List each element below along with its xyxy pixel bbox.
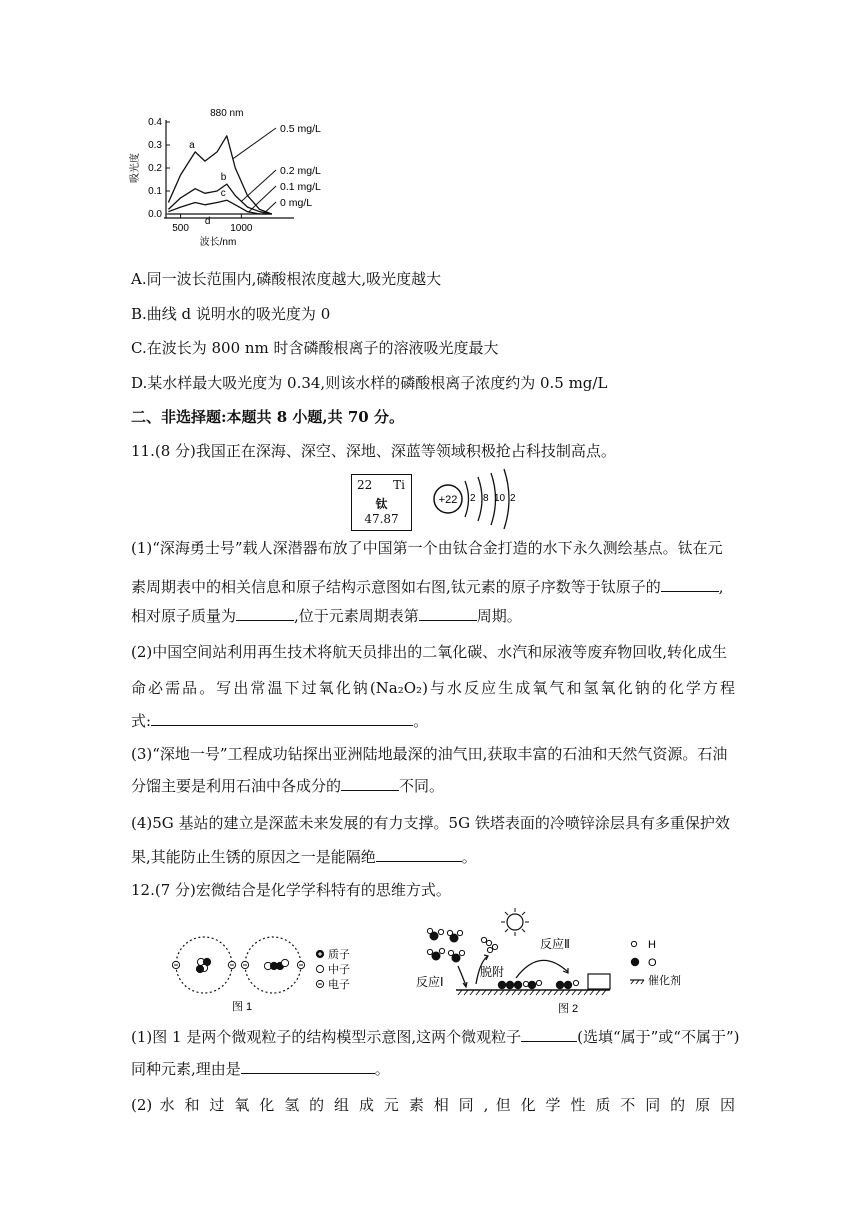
shell-1-count: 2 <box>470 493 476 504</box>
element-symbol: Ti <box>393 478 405 492</box>
text-segment: (选填“属于”或“不属于”) <box>577 1028 740 1046</box>
arrow-reaction-1 <box>458 966 466 986</box>
series-letter-c: c <box>220 188 226 200</box>
chart-labels <box>189 108 321 227</box>
label-reaction-1: 反应Ⅰ <box>416 975 444 989</box>
answer-blank-5[interactable] <box>341 775 399 791</box>
series-letter-d: d <box>204 216 211 227</box>
legend-leader-c <box>249 186 276 212</box>
figure-1-caption: 图 1 <box>232 1001 253 1013</box>
shell-2-count: 8 <box>483 493 489 504</box>
legend-o: O <box>648 957 657 969</box>
text-segment: 周期。 <box>476 607 522 625</box>
label-desorb: 脱附 <box>480 965 505 979</box>
legend-electron: 电子 <box>328 979 350 991</box>
legend-label-a: 0.5 mg/L <box>280 123 321 135</box>
q12-stem: 12.(7 分)宏微结合是化学学科特有的思维方式。 <box>131 881 451 899</box>
answer-blank-6[interactable] <box>376 846 462 862</box>
figure-2-legend <box>630 939 681 987</box>
text-segment: 果,其能防止生锈的原因之一是能隔绝 <box>131 848 376 866</box>
q11-part2-line3 <box>131 710 428 731</box>
catalyst-surface <box>456 990 610 995</box>
text-segment: 。 <box>413 712 429 730</box>
legend-h: H <box>648 939 656 951</box>
section-heading: 二、非选择题:本题共 8 小题,共 70 分。 <box>131 408 404 426</box>
answer-blank-4[interactable] <box>151 710 413 726</box>
shell-4-count: 2 <box>510 493 516 504</box>
text-segment: 素周期表中的相关信息和原子结构示意图如右图,钛元素的原子序数等于钛原子的 <box>131 578 661 596</box>
answer-blank-2[interactable] <box>236 605 294 621</box>
atom-structure-diagram <box>428 468 520 532</box>
neutron-icon <box>316 965 323 972</box>
label-reaction-2: 反应Ⅱ <box>540 937 570 951</box>
q12-part1-line1 <box>131 1026 740 1047</box>
q11-part2-line1: (2)中国空间站利用再生技术将航天员排出的二氧化碳、水汽和尿液等废弃物回收,转化成生 <box>131 643 728 661</box>
arrow-reaction-2 <box>516 960 568 978</box>
q11-part2-line2: 命必需品。写出常温下过氧化钠(Na₂O₂)与水反应生成氧气和氢氧化钠的化学方程 <box>131 679 735 697</box>
hydrogen-atom-icon <box>631 941 636 946</box>
text-segment: 相对原子质量为 <box>131 607 237 625</box>
text-segment: 分馏主要是利用石油中各成分的 <box>131 777 342 795</box>
element-number: 22 <box>357 478 373 492</box>
oxygen-atom-icon <box>631 958 639 966</box>
text-segment: 不同。 <box>399 777 445 795</box>
y-axis-label: 吸光度 <box>130 153 141 183</box>
text-segment: 同种元素,理由是 <box>131 1060 241 1078</box>
q11-part4-line1: (4)5G 基站的建立是深蓝未来发展的有力支撑。5G 铁塔表面的冷喷锌涂层具有多重保护效 <box>131 814 730 832</box>
legend-catalyst: 催化剂 <box>648 975 681 987</box>
series-line-c <box>168 200 271 214</box>
legend-leader-a <box>233 128 276 159</box>
q11-stem: 11.(8 分)我国正在深海、深空、深地、深蓝等领域积极抢占科技制高点。 <box>131 442 616 460</box>
answer-blank-1[interactable] <box>661 576 719 592</box>
legend-proton: 质子 <box>328 949 350 961</box>
option-c: C.在波长为 800 nm 时含磷酸根离子的溶液吸光度最大 <box>131 339 499 357</box>
element-card <box>351 474 412 531</box>
legend-leader-b <box>241 170 276 201</box>
option-a: A.同一波长范围内,磷酸根浓度越大,吸光度越大 <box>131 270 442 288</box>
y-tick-label: 0.1 <box>148 186 162 197</box>
q11-part3-line2 <box>131 775 444 796</box>
series-letter-a: a <box>189 139 195 151</box>
shell-3-count: 10 <box>494 493 506 504</box>
legend-leader-d <box>263 202 276 214</box>
figure-1-atoms <box>172 932 372 1018</box>
q12-part1-line2 <box>131 1058 390 1079</box>
nucleus-charge: +22 <box>438 494 458 506</box>
y-tick-label: 0.4 <box>148 117 162 128</box>
absorbance-chart <box>126 104 356 264</box>
hydrogen-molecules <box>481 937 497 952</box>
atom-2-nucleus <box>264 959 288 969</box>
y-tick-label: 0.3 <box>148 140 162 151</box>
option-b: B.曲线 d 说明水的吸光度为 0 <box>131 305 331 323</box>
option-d: D.某水样最大吸光度为 0.34,则该水样的磷酸根离子浓度约为 0.5 mg/L <box>131 374 608 392</box>
peak-label: 880 nm <box>210 108 244 119</box>
q11-part1-line2 <box>131 576 724 597</box>
text-segment: 。 <box>374 1060 390 1078</box>
legend-label-b: 0.2 mg/L <box>280 165 321 177</box>
element-mass: 47.87 <box>364 512 399 526</box>
y-tick-label: 0.0 <box>148 209 162 220</box>
x-tick-label: 500 <box>172 223 189 234</box>
adsorbed-atoms <box>498 980 579 989</box>
text-segment: ,位于元素周期表第 <box>294 607 419 625</box>
series-letter-b: b <box>220 172 227 184</box>
answer-blank-8[interactable] <box>241 1058 375 1074</box>
q11-part4-line2 <box>131 846 477 867</box>
q11-part3-line1: (3)“深地一号”工程成功钻探出亚洲陆地最深的油气田,获取丰富的石油和天然气资源。石油 <box>131 745 728 763</box>
answer-blank-3[interactable] <box>419 605 477 621</box>
text-segment: (1)图 1 是两个微观粒子的结构模型示意图,这两个微观粒子 <box>131 1028 522 1046</box>
text-segment: 式: <box>131 712 152 730</box>
sun-icon <box>501 908 529 936</box>
x-tick-label: 1000 <box>230 223 253 234</box>
figure-2-reaction <box>410 906 690 1018</box>
text-segment: , <box>718 578 724 596</box>
q11-part1-line3 <box>131 605 522 626</box>
water-molecules <box>427 928 464 962</box>
legend-label-c: 0.1 mg/L <box>280 181 321 193</box>
chart-axes <box>128 117 294 248</box>
q12-part2-line1: (2) 水 和 过 氧 化 氢 的 组 成 元 素 相 同 , 但 化 学 性 质 不 同 的 原 因 <box>131 1096 735 1114</box>
legend-label-d: 0 mg/L <box>280 197 313 209</box>
catalyst-block <box>588 974 610 989</box>
atom-1-nucleus <box>196 958 210 972</box>
legend-neutron: 中子 <box>328 964 350 976</box>
figure-1-legend <box>316 947 350 991</box>
text-segment: 。 <box>461 848 477 866</box>
x-axis-label: 波长/nm <box>199 237 237 248</box>
element-name: 钛 <box>375 497 388 511</box>
y-tick-label: 0.2 <box>148 163 162 174</box>
answer-blank-7[interactable] <box>521 1026 577 1042</box>
q11-part1-line1: (1)“深海勇士号”载人深潜器布放了中国第一个由钛合金打造的水下永久测绘基点。钛在元 <box>131 539 723 557</box>
figure-2-caption: 图 2 <box>558 1003 579 1015</box>
